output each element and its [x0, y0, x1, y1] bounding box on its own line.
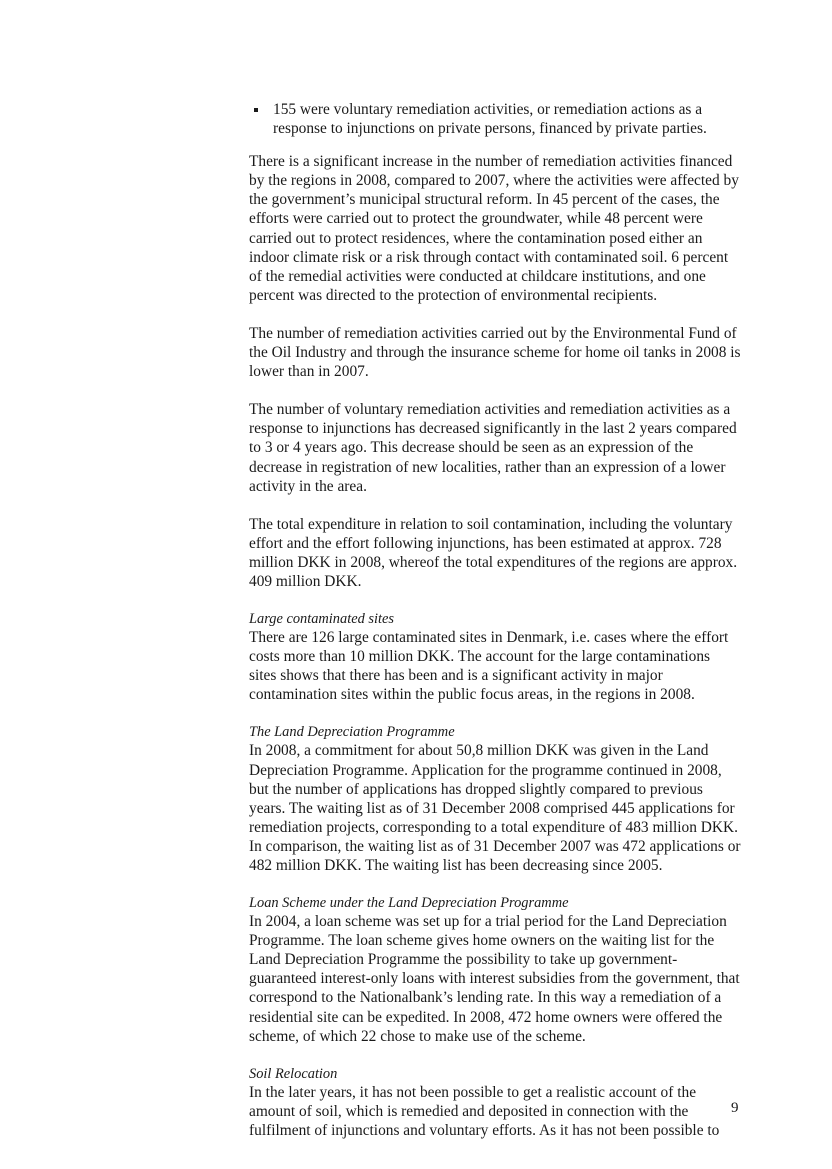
paragraph-oil-industry-fund: The number of remediation activities carried out by the Environmental Fund of the Oil Industry and through the insurance scheme for home oil tanks in 2008 is lower than in 2007.: [249, 324, 741, 381]
paragraph-voluntary-decrease: The number of voluntary remediation activities and remediation activities as a response to injunctions has decreased significantly in the last 2 years compared to 3 or 4 years ago. This decrease should be seen as an expression of the decrease in registration of new localities, rather than an expression of a lower activity in the area.: [249, 401, 737, 495]
paragraph-total-expenditure: The total expenditure in relation to soil contamination, including the voluntary effort and the effort following injunctions, has been estimated at approx. 728 million DKK in 2008, whereof the total expenditures of the regions are approx. 409 million DKK.: [249, 515, 738, 590]
bullet-square-icon: [254, 108, 258, 112]
bullet-item: [249, 100, 741, 138]
section-heading: Soil Relocation: [249, 1065, 338, 1082]
section-body: In 2004, a loan scheme was set up for a trial period for the Land Depreciation Programme. The loan scheme gives home owners on the waiting list for the Land Depreciation Programme the possibility to take up government-guaranteed interest-only loans with interest subsidies from the government, that correspond to the Nationalbank’s lending rate. In this way a remediation of a residential site can be expedited. In 2008, 472 home owners were offered the scheme, of which 22 chose to make use of the scheme.: [249, 913, 740, 1045]
page-content: [249, 100, 741, 1159]
section-soil-relocation: [249, 1065, 741, 1140]
section-heading: The Land Depreciation Programme: [249, 724, 455, 741]
section-heading: Loan Scheme under the Land Depreciation Programme: [249, 895, 569, 912]
section-body: There are 126 large contaminated sites in Denmark, i.e. cases where the effort costs more than 10 million DKK. The account for the large contaminations sites shows that there has been and is a significant activity in major contamination sites within the public focus areas, in the regions in 2008.: [249, 629, 729, 704]
section-large-contaminated-sites: [249, 610, 741, 704]
bullet-text: 155 were voluntary remediation activities, or remediation actions as a response to injunctions on private persons, financed by private parties.: [273, 101, 707, 138]
section-land-depreciation-programme: [249, 723, 741, 875]
section-body: In 2008, a commitment for about 50,8 million DKK was given in the Land Depreciation Programme. Application for the programme continued in 2008, but the number of applications has dropped slightly compared to previous years. The waiting list as of 31 December 2008 comprised 445 applications for remediation projects, corresponding to a total expenditure of 483 million DKK. In comparison, the waiting list as of 31 December 2007 was 472 applications or 482 million DKK. The waiting list has been decreasing since 2005.: [249, 742, 741, 874]
section-heading: Large contaminated sites: [249, 611, 394, 628]
section-loan-scheme: [249, 894, 741, 1046]
page-number: 9: [731, 1100, 739, 1116]
paragraph-regional-increase: There is a significant increase in the number of remediation activities financed by the regions in 2008, compared to 2007, where the activities were affected by the government’s municipal structural reform. In 45 percent of the cases, the efforts were carried out to protect the groundwater, while 48 percent were carried out to protect residences, where the contamination posed either an indoor climate risk or a risk through contact with contaminated soil. 6 percent of the remedial activities were conducted at childcare institutions, and one percent was directed to the protection of environmental recipients.: [249, 153, 739, 304]
section-body: In the later years, it has not been possible to get a realistic account of the amount of soil, which is remedied and deposited in connection with the fulfilment of injunctions and voluntary efforts. As it has not been possible to: [249, 1083, 720, 1139]
